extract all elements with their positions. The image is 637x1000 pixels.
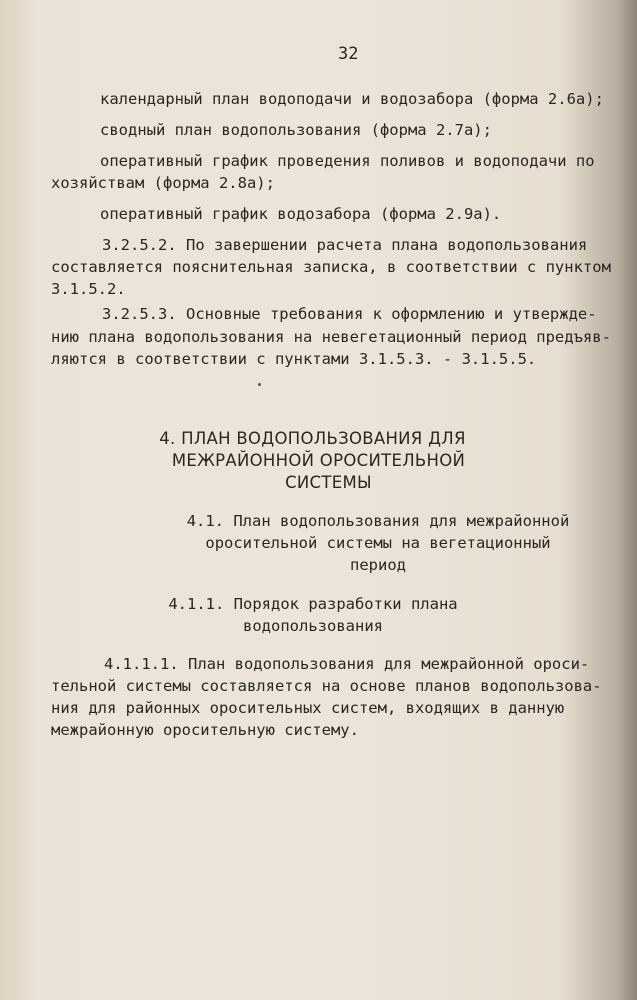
paragraph-4-1-1-1-line: ния для районных оросительных систем, входящих в данную (51, 699, 565, 717)
subsubsection-heading-line: водопользования (243, 617, 383, 635)
subsubsection-heading-line: 4.1.1. Порядок разработки плана (168, 595, 458, 613)
subsection-heading (158, 510, 598, 576)
list-item-calendar-plan: календарный план водоподачи и водозабора (форма 2.6а); (100, 90, 604, 108)
paragraph-3-2-5-2-line: составляется пояснительная записка, в соответствии с пунктом (51, 258, 611, 276)
section-heading-line: СИСТЕМЫ (285, 473, 372, 492)
paragraph-4-1-1-1: 4.1.1.1. План водопользования для межрайонной ороси- (104, 655, 590, 673)
subsection-heading-line: период (350, 556, 406, 574)
section-heading-line: 4. ПЛАН ВОДОПОЛЬЗОВАНИЯ ДЛЯ (159, 429, 466, 448)
list-item-intake-schedule: оперативный график водозабора (форма 2.9а). (100, 205, 502, 223)
list-item-irrigation-schedule: оперативный график проведения поливов и водоподачи по (100, 152, 595, 170)
subsection-heading-line: 4.1. План водопользования для межрайонной (186, 512, 570, 530)
paper-speck (258, 383, 261, 386)
subsection-heading-line: оросительной системы на вегетационный (205, 534, 551, 552)
paragraph-3-2-5-3: 3.2.5.3. Основные требования к оформлению и утвержде- (102, 305, 597, 323)
page-number: 32 (338, 44, 359, 64)
paragraph-4-1-1-1-line: тельной системы составляется на основе планов водопользова- (51, 677, 602, 695)
paragraph-3-2-5-3-line: ляются в соответствии с пунктами 3.1.5.3. - 3.1.5.5. (51, 350, 537, 368)
paragraph-3-2-5-2: 3.2.5.2. По завершении расчета плана водопользования (102, 236, 588, 254)
paragraph-3-2-5-3-line: нию плана водопользования на невегетационный период предъяв- (51, 328, 611, 346)
section-heading-line: МЕЖРАЙОННОЙ ОРОСИТЕЛЬНОЙ (171, 451, 466, 470)
list-item-summary-plan: сводный план водопользования (форма 2.7а); (100, 121, 492, 139)
paragraph-3-2-5-2-line: 3.1.5.2. (51, 280, 126, 298)
paragraph-4-1-1-1-line: межрайонную оросительную систему. (51, 721, 359, 739)
section-heading (0, 428, 637, 494)
subsubsection-heading (158, 593, 468, 637)
list-item-irrigation-schedule-cont: хозяйствам (форма 2.8а); (51, 174, 275, 192)
